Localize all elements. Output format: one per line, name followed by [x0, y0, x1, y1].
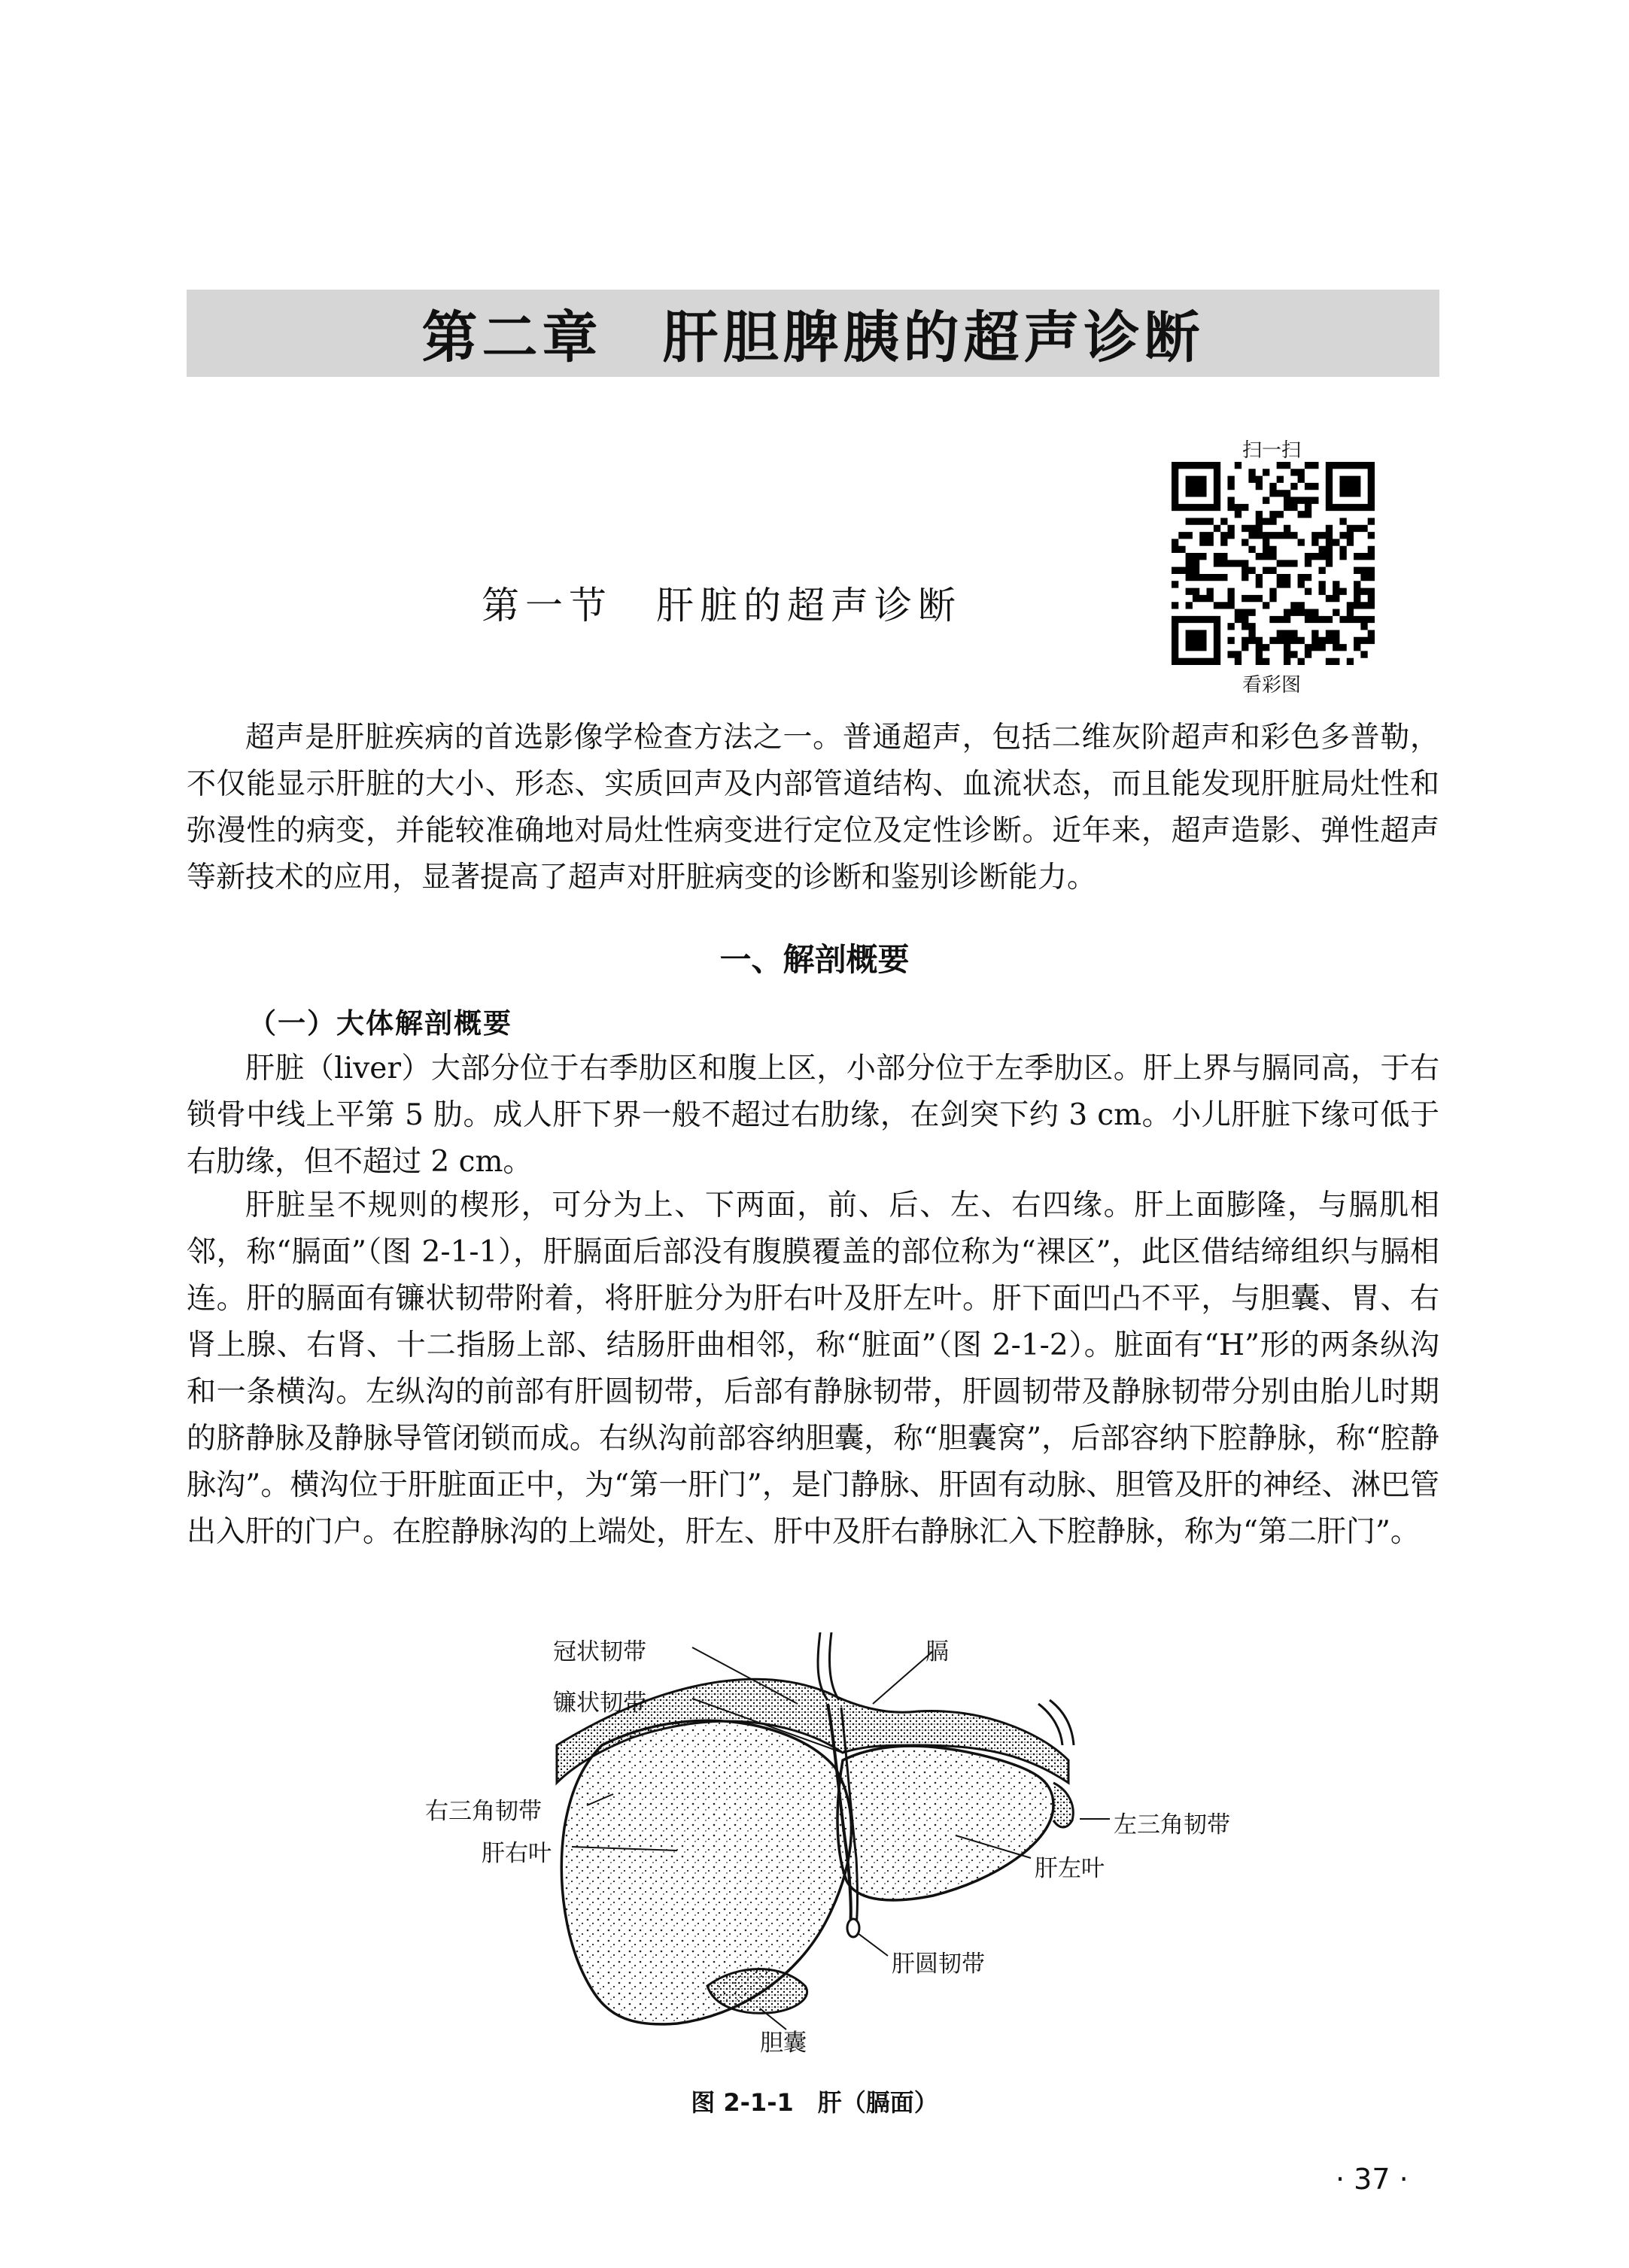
chapter-title: 第二章 肝胆脾胰的超声诊断 [421, 305, 1205, 370]
label-round-ligament: 肝圆韧带 [892, 1951, 985, 1978]
qr-top-label: 扫一扫 [1242, 439, 1301, 462]
label-left-triangular-ligament: 左三角韧带 [1114, 1811, 1230, 1838]
qr-bottom-label: 看彩图 [1242, 674, 1301, 697]
liver-diaphragmatic-figure [406, 1632, 1234, 2057]
chapter-title-bar [187, 290, 1439, 377]
figure-caption: 图 2-1-1 肝（膈面） [691, 2088, 938, 2117]
section-title: 第一节 肝脏的超声诊断 [482, 584, 962, 627]
heading-anatomy-overview: 一、解剖概要 [719, 941, 910, 978]
label-coronary-ligament: 冠状韧带 [553, 1638, 646, 1665]
paragraph-liver-shape: 肝脏呈不规则的楔形，可分为上、下两面，前、后、左、右四缘。肝上面膨隆，与膈肌相邻，称“膈面”（图 2-1-1），肝膈面后部没有腹膜覆盖的部位称为“裸区”，此区借结缔组织与膈相连。肝的膈面有镰状韧带附着，将肝脏分为肝右叶及肝左叶。肝下面凹凸不平，与胆囊、胃、右肾上腺、右肾、十二指肠上部、结肠肝曲相邻，称“脏面”（图 2-1-2）。脏面有“H”形的两条纵沟和一条横沟。左纵沟的前部有肝圆韧带，后部有静脉韧带，肝圆韧带及静脉韧带分别由胎儿时期的脐静脉及静脉导管闭锁而成。右纵沟前部容纳胆囊，称“胆囊窝”，后部容纳下腔静脉，称“腔静脉沟”。横沟位于肝脏面正中，为“第一肝门”，是门静脉、肝固有动脉、胆管及肝的神经、淋巴管出入肝的门户。在腔静脉沟的上端处，肝左、肝中及肝右静脉汇入下腔静脉，称为“第二肝门”。 [187, 1189, 1439, 1549]
label-left-lobe: 肝左叶 [1035, 1855, 1105, 1882]
paragraph-liver-position: 肝脏（liver）大部分位于右季肋区和腹上区，小部分位于左季肋区。肝上界与膈同高，于右锁骨中线上平第 5 肋。成人肝下界一般不超过右肋缘，在剑突下约 3 cm。小儿肝脏下缘可低于右肋缘，但不超过 2 cm。 [187, 1052, 1439, 1179]
label-falciform-ligament: 镰状韧带 [553, 1690, 646, 1717]
label-gallbladder: 胆囊 [760, 2030, 807, 2057]
qr-code-block[interactable] [1162, 435, 1381, 698]
heading-gross-anatomy: （一）大体解剖概要 [248, 1007, 512, 1040]
page-number: · 37 · [1336, 2163, 1409, 2196]
label-diaphragm: 膈 [925, 1638, 949, 1665]
qr-code-icon[interactable] [1172, 462, 1375, 665]
label-right-lobe: 肝右叶 [482, 1840, 552, 1867]
intro-paragraph: 超声是肝脏疾病的首选影像学检查方法之一。普通超声，包括二维灰阶超声和彩色多普勒，不仅能显示肝脏的大小、形态、实质回声及内部管道结构、血流状态，而且能发现肝脏局灶性和弥漫性的病变，并能较准确地对局灶性病变进行定位及定性诊断。近年来，超声造影、弹性超声等新技术的应用，显著提高了超声对肝脏病变的诊断和鉴别诊断能力。 [187, 721, 1439, 894]
label-right-triangular-ligament: 右三角韧带 [425, 1798, 542, 1825]
